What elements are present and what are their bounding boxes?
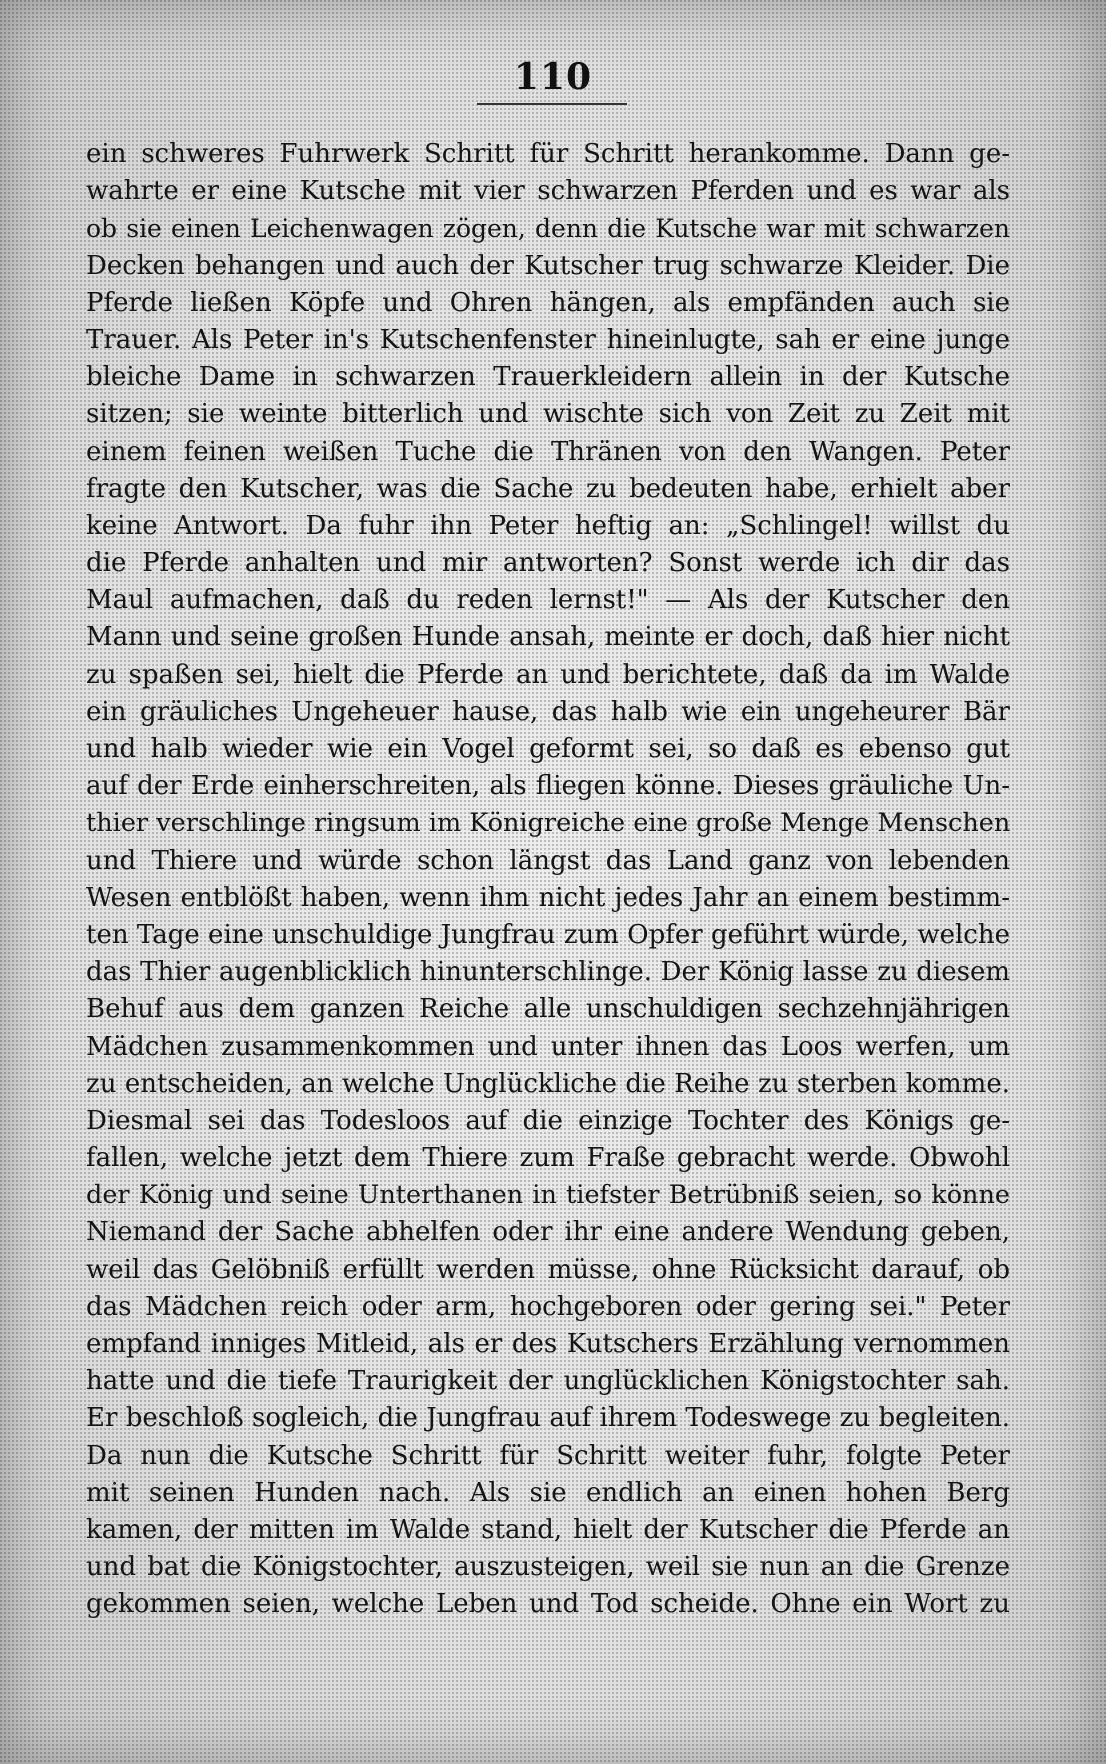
text-line: Mädchen zusammenkommen und unter ihnen das Loos werfen, um <box>86 1031 1010 1062</box>
text-line: zu spaßen sei, hielt die Pferde an und berichtete, daß da im Walde <box>86 659 1010 690</box>
text-line: fragte den Kutscher, was die Sache zu bedeuten habe, erhielt aber <box>86 473 1010 504</box>
text-line: sitzen; sie weinte bitterlich und wischte sich von Zeit zu Zeit mit <box>86 399 1010 430</box>
text-line: kamen, der mitten im Walde stand, hielt der Kutscher die Pferde an <box>86 1514 1010 1545</box>
text-line: und halb wieder wie ein Vogel geformt sei, so daß es ebenso gut <box>86 734 1010 764</box>
text-line: der König und seine Unterthanen in tiefster Betrübniß seien, so könne <box>86 1180 1010 1211</box>
text-line: und bat die Königstochter, auszusteigen, weil sie nun an die Grenze <box>86 1552 1010 1583</box>
text-line: thier verschlinge ringsum im Königreiche eine große Menge Menschen <box>86 808 1010 839</box>
text-line: Wesen entblößt haben, wenn ihm nicht jedes Jahr an einem bestimm- <box>86 882 1010 913</box>
text-line: das Thier augenblicklich hinunterschlinge. Der König lasse zu diesem <box>86 957 1010 988</box>
text-line: auf der Erde einherschreiten, als fliegen könne. Dieses gräuliche Un- <box>86 771 1010 802</box>
text-line: ein schweres Fuhrwerk Schritt für Schritt herankomme. Dann ge- <box>86 139 1010 169</box>
text-line: die Pferde anhalten und mir antworten? Sonst werde ich dir das <box>86 548 1010 579</box>
page-number: 110 <box>513 56 593 98</box>
text-line: und Thiere und würde schon längst das Land ganz von lebenden <box>86 845 1010 876</box>
text-line: Mann und seine großen Hunde ansah, meinte er doch, daß hier nicht <box>86 622 1010 653</box>
text-line: weil das Gelöbniß erfüllt werden müsse, ohne Rücksicht darauf, ob <box>86 1254 1010 1285</box>
text-line: empfand inniges Mitleid, als er des Kutschers Erzählung vernommen <box>86 1329 1010 1359</box>
page-number-rule <box>477 103 627 105</box>
body-text <box>86 136 1010 1624</box>
text-line: bleiche Dame in schwarzen Trauerkleidern allein in der Kutsche <box>86 362 1010 393</box>
text-line: fallen, welche jetzt dem Thiere zum Fraße gebracht werde. Obwohl <box>86 1143 1010 1174</box>
text-line: mit seinen Hunden nach. Als sie endlich an einen hohen Berg <box>86 1477 1010 1508</box>
text-line: ten Tage eine unschuldige Jungfrau zum Opfer geführt würde, welche <box>86 919 1010 950</box>
text-line: Trauer. Als Peter in's Kutschenfenster hineinlugte, sah er eine junge <box>86 324 1010 355</box>
text-line: Da nun die Kutsche Schritt für Schritt weiter fuhr, folgte Peter <box>86 1440 1010 1471</box>
text-line: Er beschloß sogleich, die Jungfrau auf ihrem Todeswege zu begleiten. <box>86 1403 1010 1434</box>
text-line: keine Antwort. Da fuhr ihn Peter heftig an: „Schlingel! willst du <box>86 510 1010 541</box>
text-line: wahrte er eine Kutsche mit vier schwarzen Pferden und es war als <box>86 176 1010 207</box>
text-line: hatte und die tiefe Traurigkeit der unglücklichen Königstochter sah. <box>86 1366 1010 1397</box>
text-line: gekommen seien, welche Leben und Tod scheide. Ohne ein Wort zu <box>86 1589 1010 1620</box>
text-line: Maul aufmachen, daß du reden lernst!" — Als der Kutscher den <box>86 585 1010 616</box>
text-line: ob sie einen Leichenwagen zögen, denn die Kutsche war mit schwarzen <box>86 214 1010 244</box>
text-line: Niemand der Sache abhelfen oder ihr eine andere Wendung geben, <box>86 1217 1010 1248</box>
text-line: Decken behangen und auch der Kutscher trug schwarze Kleider. Die <box>86 250 1010 281</box>
text-line: das Mädchen reich oder arm, hochgeboren oder gering sei." Peter <box>86 1291 1010 1322</box>
text-line: Behuf aus dem ganzen Reiche alle unschuldigen sechzehnjährigen <box>86 994 1010 1025</box>
text-line: Pferde ließen Köpfe und Ohren hängen, als empfänden auch sie <box>86 287 1010 318</box>
text-line: ein gräuliches Ungeheuer hause, das halb wie ein ungeheurer Bär <box>86 696 1010 727</box>
text-line: Diesmal sei das Todesloos auf die einzige Tochter des Königs ge- <box>86 1105 1010 1136</box>
text-line: einem feinen weißen Tuche die Thränen von den Wangen. Peter <box>86 436 1010 467</box>
text-line: zu entscheiden, an welche Unglückliche die Reihe zu sterben komme. <box>86 1068 1010 1099</box>
